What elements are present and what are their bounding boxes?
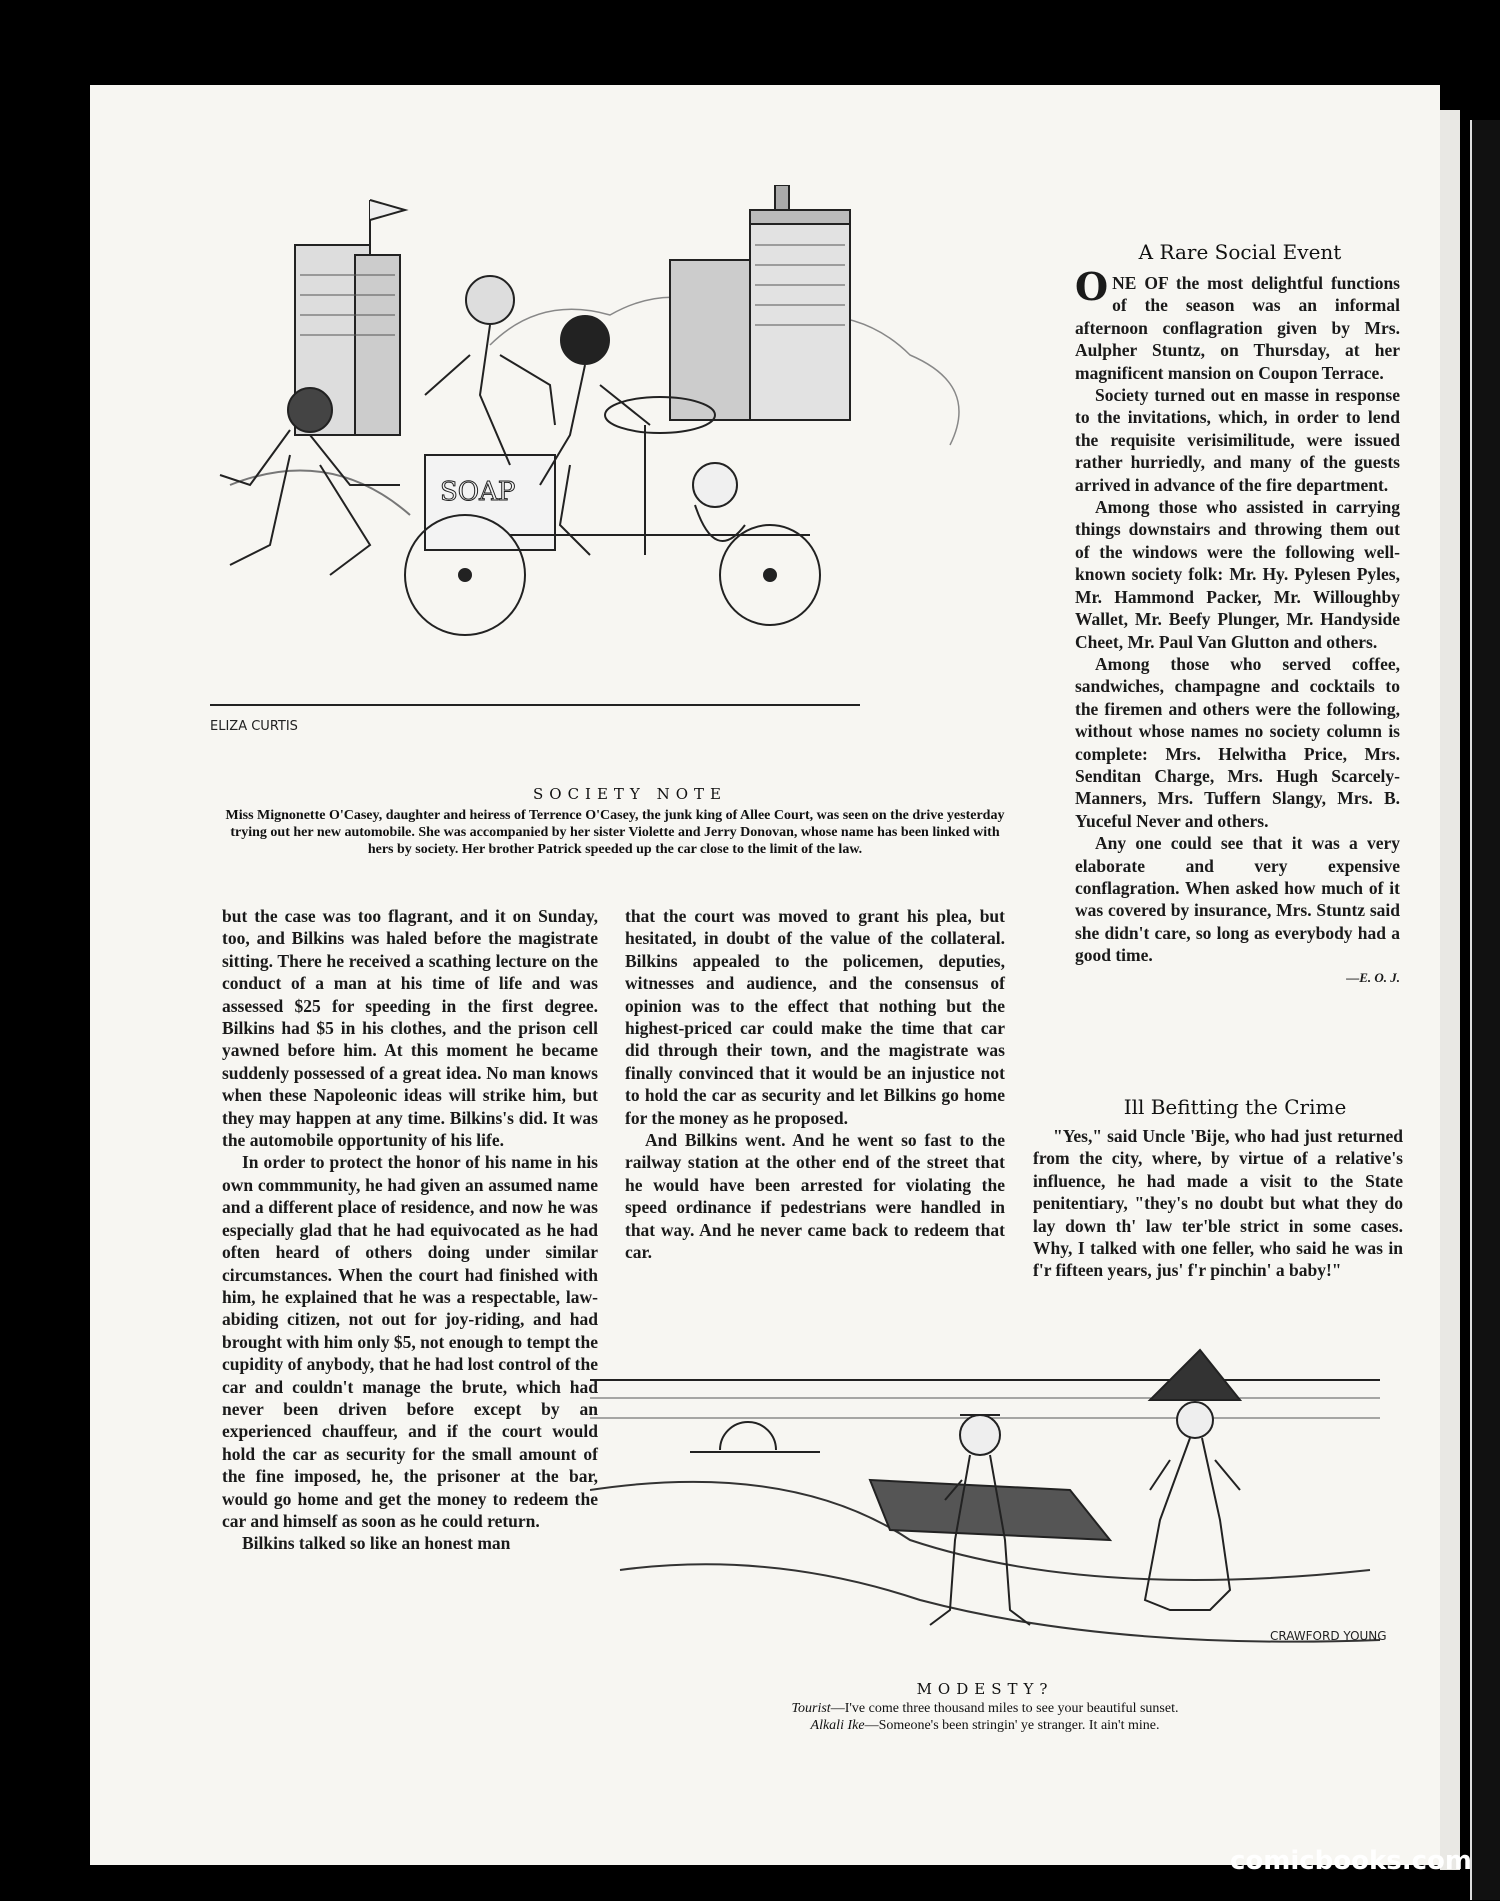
rare-event-p5: Any one could see that it was a very elaborate and very expensive conflagration. When asked how much of it was covered by insurance, Mrs. Stuntz said she didn't care, so long as everybody had a good time. (1075, 833, 1400, 966)
modesty-line1: Tourist—I've come three thousand miles to see your beautiful sunset. (791, 1701, 1179, 1716)
cartoon-signature: CRAWFORD YOUNG (1270, 1629, 1387, 1643)
story-middle-p1: that the court was moved to grant his plea, but hesitated, in doubt of the value of the collateral. Bilkins appealed to the policemen, deputies, witnesses and audience, and the consensus of opinion was to the effect that nothing but the highest-priced car could make the time that car did through their town, and the magistrate was finally convinced that it would be an injustice not to hold the car as security and let Bilkins go home for the money as he proposed. (625, 906, 1005, 1128)
ill-befitting-heading: Ill Befitting the Crime (1123, 1095, 1347, 1119)
rare-event-column (1075, 264, 1400, 989)
rare-event-signature: —E. O. J. (1346, 969, 1400, 985)
drop-cap: O (1075, 264, 1109, 309)
rare-event-p1: ONE OF the most delightful functions of the season was an informal afternoon conflagration given by Mrs. Aulpher Stuntz, on Thursday, at her magnificent mansion on Coupon Terrace. (1075, 264, 1400, 383)
rare-event-p2: Society turned out en masse in response to the invitations, which, in order to lend the requisite verisimilitude, were issued rather hurriedly, and many of the guests arrived in advance of the fire department. (1075, 385, 1400, 495)
modesty-caption (690, 1700, 1280, 1734)
rare-event-p4: Among those who served coffee, sandwiches, champagne and cocktails to the firemen and others were the following, without whose names no society column is complete: Mrs. Helwitha Price, Mrs. Senditan Charge, Mrs. Hugh Scarcely-Manners, Mrs. Tuffern Slangy, Mrs. B. Yuceful Never and others. (1075, 653, 1400, 831)
illustration-signature: ELIZA CURTIS (210, 719, 298, 734)
ill-befitting-column (1033, 1125, 1403, 1282)
story-left-p2: In order to protect the honor of his name in his own commmunity, he had given an assumed name and a different place of residence, and now he was especially glad that he had equivocated as he had often heard of others doing under similar circumstances. When the court had finished with him, he explained that he was a respectable, law-abiding citizen, not out for joy-riding, and had brought with him only $5, not enough to tempt the cupidity of anybody, that he had lost control of the car and couldn't manage the brute, which had never been driven before except by an experienced chauffeur, and if the court would hold the car as security for the small amount of the fine imposed, he, the prisoner at the bar, would go home and get the money to redeem the car and himself as soon as he could return. (222, 1152, 598, 1531)
page-edge (1440, 110, 1460, 1870)
facing-page-edge (1470, 120, 1500, 1900)
soap-sign-text: SOAP (440, 477, 516, 507)
story-middle-column (625, 905, 1005, 1264)
story-left-p3: Bilkins talked so like an honest man (242, 1533, 511, 1554)
society-note-title: SOCIETY NOTE (533, 785, 727, 803)
modesty-line2: Alkali Ike—Someone's been stringin' ye stranger. It ain't mine. (810, 1718, 1160, 1733)
story-left-column (222, 905, 598, 1555)
modesty-title: MODESTY? (916, 1680, 1054, 1698)
site-watermark: comicbooks.com (1229, 1846, 1472, 1876)
rare-event-p3: Among those who assisted in carrying things downstairs and throwing them out of the windows were the following well-known society folk: Mr. Hy. Pylesen Pyles, Mr. Hammond Packer, Mr. Willoughby Wallet, Mr. Beefy Plunger, Mr. Handyside Cheet, Mr. Paul Van Glutton and others. (1075, 497, 1400, 652)
rare-event-heading: A Rare Social Event (1138, 240, 1342, 264)
modesty-cartoon-illustration (590, 1340, 1405, 1670)
ill-befitting-p1: "Yes," said Uncle 'Bije, who had just returned from the city, where, by virtue of a relative's influence, he had made a visit to the State penitentiary, "they's no doubt but what they do lay down th' law ter'ble strict in some cases. Why, I talked with one feller, who said he was in f'r fifteen years, jus' f'r pinchin' a baby!" (1033, 1126, 1403, 1281)
society-note-illustration (210, 185, 1060, 755)
society-note-caption: Miss Mignonette O'Casey, daughter and heiress of Terrence O'Casey, the junk king of Allee Court, was seen on the drive yesterday trying out her new automobile. She was accompanied by her sister Violette and Jerry Donovan, whose name has been linked with hers by society. Her brother Patrick speeded up the car close to the limit of the law. (225, 808, 1005, 857)
story-middle-p2: And Bilkins went. And he went so fast to the railway station at the other end of the street that he would have been arrested for violating the speed ordinance if pedestrians were handled in that way. And he never came back to redeem that car. (625, 1130, 1005, 1263)
story-left-p1: but the case was too flagrant, and it on Sunday, too, and Bilkins was haled before the magistrate sitting. There he received a scathing lecture on the conduct of a man at his time of life and was assessed $25 for speeding in the first degree. Bilkins had $5 in his clothes, and the prison cell yawned before him. At this moment he became suddenly possessed of a great idea. No man knows when these Napoleonic ideas will strike him, but they may happen at any time. Bilkins's did. It was the automobile opportunity of his life. (222, 906, 598, 1151)
